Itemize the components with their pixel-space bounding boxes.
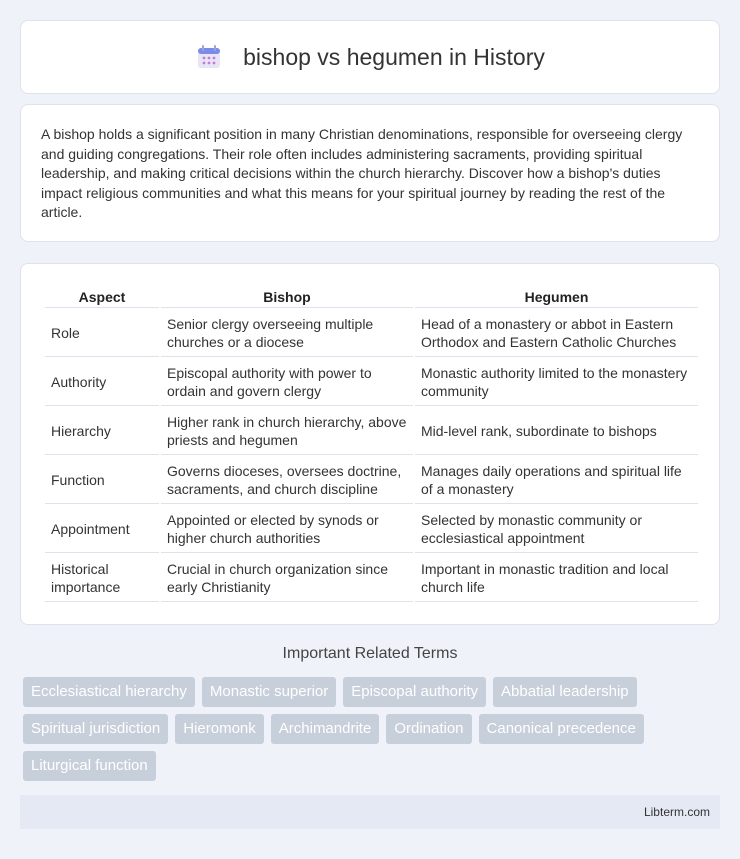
cell-hegumen: Selected by monastic community or ecclesiastical appointment <box>415 504 698 553</box>
related-term-tag[interactable]: Archimandrite <box>271 714 380 744</box>
table-row <box>45 357 698 406</box>
related-term-tag[interactable]: Ecclesiastical hierarchy <box>23 677 195 707</box>
related-term-tag[interactable]: Abbatial leadership <box>493 677 637 707</box>
header-bishop: Bishop <box>161 282 413 308</box>
footer-brand-link[interactable]: Libterm.com <box>643 805 710 819</box>
cell-aspect: Hierarchy <box>45 406 159 455</box>
cell-bishop: Higher rank in church hierarchy, above priests and hegumen <box>161 406 413 455</box>
related-term-tag[interactable]: Hieromonk <box>175 714 264 744</box>
related-term-tag[interactable]: Ordination <box>386 714 471 744</box>
intro-section <box>20 104 720 242</box>
table-row <box>45 504 698 553</box>
cell-hegumen: Important in monastic tradition and local church life <box>415 553 698 602</box>
related-terms-title: Important Related Terms <box>282 645 458 662</box>
cell-bishop: Episcopal authority with power to ordain and govern clergy <box>161 357 413 406</box>
page-header <box>20 20 720 94</box>
table-row <box>45 308 698 357</box>
cell-aspect: Role <box>45 308 159 357</box>
cell-aspect: Historical importance <box>45 553 159 602</box>
related-term-tag[interactable]: Monastic superior <box>202 677 336 707</box>
table-row <box>45 455 698 504</box>
comparison-table <box>43 282 700 602</box>
cell-aspect: Authority <box>45 357 159 406</box>
cell-bishop: Appointed or elected by synods or higher church authorities <box>161 504 413 553</box>
related-term-tag[interactable]: Liturgical function <box>23 751 156 781</box>
table-header-row <box>45 282 698 308</box>
cell-hegumen: Mid-level rank, subordinate to bishops <box>415 406 698 455</box>
table-row <box>45 553 698 602</box>
page-title: bishop vs hegumen in History <box>243 43 545 70</box>
related-terms-list <box>23 677 713 788</box>
calendar-icon <box>195 43 223 71</box>
related-term-tag[interactable]: Spiritual jurisdiction <box>23 714 168 744</box>
table-row <box>45 406 698 455</box>
cell-hegumen: Monastic authority limited to the monastery community <box>415 357 698 406</box>
cell-bishop: Senior clergy overseeing multiple churches or a diocese <box>161 308 413 357</box>
cell-aspect: Function <box>45 455 159 504</box>
cell-aspect: Appointment <box>45 504 159 553</box>
comparison-section <box>20 263 720 625</box>
header-hegumen: Hegumen <box>415 282 698 308</box>
cell-bishop: Crucial in church organization since early Christianity <box>161 553 413 602</box>
footer <box>20 795 720 829</box>
related-term-tag[interactable]: Canonical precedence <box>479 714 644 744</box>
header-aspect: Aspect <box>45 282 159 308</box>
cell-bishop: Governs dioceses, oversees doctrine, sacraments, and church discipline <box>161 455 413 504</box>
cell-hegumen: Head of a monastery or abbot in Eastern Orthodox and Eastern Catholic Churches <box>415 308 698 357</box>
intro-text: A bishop holds a significant position in many Christian denominations, responsible for overseeing clergy and guiding congregations. Their role often includes administering sacraments, providing spiritual leadership, and making critical decisions within the church hierarchy. Discover how a bishop's duties impact religious communities and what this means for your spiritual journey by reading the rest of the article. <box>41 126 683 220</box>
cell-hegumen: Manages daily operations and spiritual life of a monastery <box>415 455 698 504</box>
related-term-tag[interactable]: Episcopal authority <box>343 677 486 707</box>
